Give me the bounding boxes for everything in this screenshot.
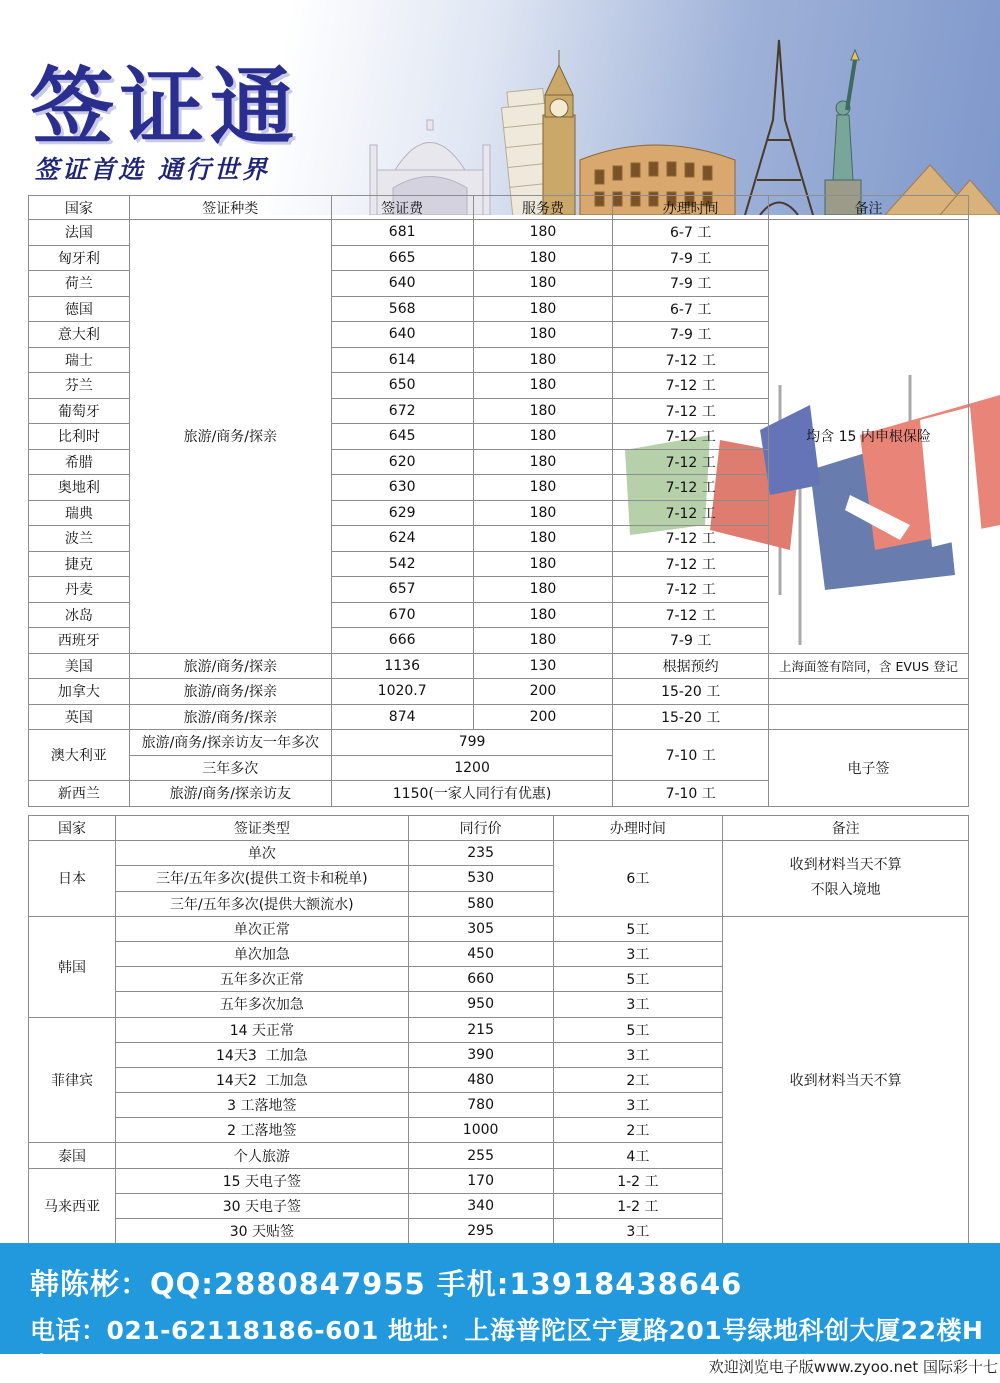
processing-time-cell: 7-12 工 [613,347,769,373]
visa-type-cell: 旅游/商务/探亲 [129,653,331,679]
processing-time-cell: 5工 [553,967,723,992]
brand-slogan: 签证首选 通行世界 [34,155,270,184]
schengen-note: 均含 15 内申根保险 [769,220,969,654]
country-cell: 韩国 [29,916,116,1017]
schengen-visa-type: 旅游/商务/探亲 [129,220,331,654]
country-cell: 瑞士 [29,347,130,373]
visa-type-cell: 2 工落地签 [115,1118,408,1143]
processing-time-cell: 7-9 工 [613,271,769,297]
table-row-japan [29,841,969,866]
evisa-note: 电子签 [769,730,969,807]
visa-fee-cell: 630 [331,475,473,501]
service-fee-cell: 180 [473,398,613,424]
visa-fee-cell: 874 [331,704,473,730]
service-fee-cell: 180 [473,271,613,297]
visa-type-cell: 14 天正常 [115,1017,408,1042]
header-cell: 备注 [723,816,969,841]
table-row-uk [29,704,969,730]
visa-type-cell: 旅游/商务/探亲 [129,704,331,730]
empty-note-cell [769,679,969,705]
visa-fee-cell: 542 [331,551,473,577]
price-cell: 340 [408,1193,553,1218]
brand-logo: 签证通 [30,57,301,156]
country-cell: 泰国 [29,1143,116,1168]
processing-time-cell: 7-9 工 [613,322,769,348]
service-fee-cell: 180 [473,551,613,577]
visa-type-cell: 单次加急 [115,941,408,966]
service-fee-cell: 180 [473,449,613,475]
country-cell: 捷克 [29,551,130,577]
country-cell: 马来西亚 [29,1168,116,1244]
country-cell: 美国 [29,653,130,679]
country-cell: 法国 [29,220,130,246]
processing-time-cell: 6-7 工 [613,220,769,246]
empty-note-cell [769,704,969,730]
price-cell: 950 [408,992,553,1017]
processing-time-cell: 7-12 工 [613,475,769,501]
visa-type-cell: 14天3 工加急 [115,1042,408,1067]
processing-time-cell: 7-9 工 [613,245,769,271]
visa-type-cell: 旅游/商务/探亲 [129,679,331,705]
visa-fee-cell: 645 [331,424,473,450]
country-cell: 芬兰 [29,373,130,399]
japan-note-line1: 收到材料当天不算 [789,857,902,874]
country-cell: 比利时 [29,424,130,450]
header-cell: 签证类型 [115,816,408,841]
price-cell: 305 [408,916,553,941]
service-fee-cell: 200 [473,679,613,705]
visa-type-cell: 30 天贴签 [115,1219,408,1244]
header-cell: 备注 [769,196,969,220]
visa-fee-cell: 666 [331,628,473,654]
price-cell: 170 [408,1168,553,1193]
table-row-korea [29,916,969,941]
service-fee-cell: 180 [473,500,613,526]
service-fee-cell: 180 [473,577,613,603]
website-credit: 欢迎浏览电子版www.zyoo.net 国际彩十七 [708,1358,998,1376]
price-cell: 295 [408,1219,553,1244]
processing-time-cell: 5工 [553,1017,723,1042]
processing-time-cell: 7-10 工 [613,781,769,807]
table-row-canada [29,679,969,705]
price-cell: 235 [408,841,553,866]
price-cell: 1150(一家人同行有优惠) [331,781,613,807]
processing-time-cell: 7-12 工 [613,551,769,577]
price-cell: 450 [408,941,553,966]
price-cell: 530 [408,866,553,891]
contact-line-phone-address: 电话：021-62118186-601 地址：上海普陀区宁夏路201号绿地科创大厦22楼H座 [30,1316,984,1381]
asia-note: 收到材料当天不算 [723,916,969,1243]
price-cell: 480 [408,1067,553,1092]
country-cell: 西班牙 [29,628,130,654]
service-fee-cell: 180 [473,526,613,552]
country-cell: 荷兰 [29,271,130,297]
service-fee-cell: 180 [473,322,613,348]
visa-type-cell: 三年多次 [129,755,331,781]
header-banner [0,0,1000,215]
visa-fee-cell: 672 [331,398,473,424]
contact-line-qq-mobile: 韩陈彬：QQ:2880847955 手机:13918438646 [30,1267,743,1301]
table-header-row [29,816,969,841]
processing-time-cell: 2工 [553,1067,723,1092]
visa-fee-cell: 1136 [331,653,473,679]
country-cell: 澳大利亚 [29,730,130,781]
country-cell: 波兰 [29,526,130,552]
visa-table-long-haul [28,195,969,807]
processing-time-cell: 6工 [553,841,723,917]
price-cell: 660 [408,967,553,992]
visa-fee-cell: 568 [331,296,473,322]
processing-time-cell: 2工 [553,1118,723,1143]
price-cell: 390 [408,1042,553,1067]
country-cell: 菲律宾 [29,1017,116,1143]
processing-time-cell: 5工 [553,916,723,941]
service-fee-cell: 180 [473,220,613,246]
country-cell: 希腊 [29,449,130,475]
processing-time-cell: 1-2 工 [553,1168,723,1193]
table-header-row [29,196,969,220]
processing-time-cell: 15-20 工 [613,679,769,705]
processing-time-cell: 3工 [553,1093,723,1118]
header-cell: 服务费 [473,196,613,220]
service-fee-cell: 180 [473,424,613,450]
country-cell: 奥地利 [29,475,130,501]
country-cell: 冰岛 [29,602,130,628]
landmarks-illustration [355,20,1000,215]
header-cell: 签证种类 [129,196,331,220]
processing-time-cell: 7-12 工 [613,398,769,424]
processing-time-cell: 7-12 工 [613,602,769,628]
visa-fee-cell: 620 [331,449,473,475]
service-fee-cell: 180 [473,475,613,501]
country-cell: 加拿大 [29,679,130,705]
processing-time-cell: 7-12 工 [613,373,769,399]
service-fee-cell: 180 [473,296,613,322]
visa-fee-cell: 629 [331,500,473,526]
visa-fee-cell: 640 [331,271,473,297]
service-fee-cell: 130 [473,653,613,679]
visa-type-cell: 三年/五年多次(提供大额流水) [115,891,408,916]
price-cell: 255 [408,1143,553,1168]
visa-type-cell: 三年/五年多次(提供工资卡和税单) [115,866,408,891]
japan-note [723,841,969,917]
visa-type-cell: 14天2 工加急 [115,1067,408,1092]
visa-type-cell: 单次 [115,841,408,866]
visa-fee-cell: 650 [331,373,473,399]
visa-type-cell: 五年多次加急 [115,992,408,1017]
processing-time-cell: 7-12 工 [613,449,769,475]
price-cell: 1000 [408,1118,553,1143]
processing-time-cell: 7-10 工 [613,730,769,781]
visa-type-cell: 旅游/商务/探亲访友 [129,781,331,807]
visa-type-cell: 五年多次正常 [115,967,408,992]
visa-type-cell: 15 天电子签 [115,1168,408,1193]
country-cell: 匈牙利 [29,245,130,271]
processing-time-cell: 3工 [553,941,723,966]
service-fee-cell: 180 [473,245,613,271]
japan-note-line2: 不限入境地 [810,882,881,899]
visa-fee-cell: 681 [331,220,473,246]
country-cell: 日本 [29,841,116,917]
table-row-usa [29,653,969,679]
processing-time-cell: 7-12 工 [613,424,769,450]
processing-time-cell: 15-20 工 [613,704,769,730]
header-cell: 签证费 [331,196,473,220]
country-cell: 新西兰 [29,781,130,807]
price-cell: 215 [408,1017,553,1042]
usa-note: 上海面签有陪同，含 EVUS 登记 [769,653,969,679]
visa-fee-cell: 614 [331,347,473,373]
header-cell: 办理时间 [613,196,769,220]
country-cell: 葡萄牙 [29,398,130,424]
country-cell: 德国 [29,296,130,322]
service-fee-cell: 180 [473,628,613,654]
processing-time-cell: 7-12 工 [613,526,769,552]
visa-fee-cell: 1020.7 [331,679,473,705]
processing-time-cell: 7-12 工 [613,500,769,526]
visa-type-cell: 3 工落地签 [115,1093,408,1118]
visa-fee-cell: 665 [331,245,473,271]
visa-fee-cell: 670 [331,602,473,628]
visa-type-cell: 单次正常 [115,916,408,941]
table-row [29,220,969,246]
service-fee-cell: 180 [473,602,613,628]
header-cell: 国家 [29,196,130,220]
header-cell: 办理时间 [553,816,723,841]
processing-time-cell: 6-7 工 [613,296,769,322]
country-cell: 意大利 [29,322,130,348]
visa-fee-cell: 657 [331,577,473,603]
visa-fee-cell: 624 [331,526,473,552]
visa-type-cell: 旅游/商务/探亲访友一年多次 [129,730,331,756]
header-cell: 国家 [29,816,116,841]
country-cell: 丹麦 [29,577,130,603]
service-fee-cell: 180 [473,347,613,373]
service-fee-cell: 180 [473,373,613,399]
visa-type-cell: 30 天电子签 [115,1193,408,1218]
processing-time-cell: 7-9 工 [613,628,769,654]
processing-time-cell: 7-12 工 [613,577,769,603]
price-cell: 1200 [331,755,613,781]
country-cell: 英国 [29,704,130,730]
visa-table-asia [28,815,969,1244]
processing-time-cell: 1-2 工 [553,1193,723,1218]
visa-fee-cell: 640 [331,322,473,348]
processing-time-cell: 3工 [553,1219,723,1244]
visa-type-cell: 个人旅游 [115,1143,408,1168]
processing-time-cell: 根据预约 [613,653,769,679]
processing-time-cell: 3工 [553,1042,723,1067]
processing-time-cell: 3工 [553,992,723,1017]
price-cell: 799 [331,730,613,756]
header-cell: 同行价 [408,816,553,841]
processing-time-cell: 4工 [553,1143,723,1168]
price-cell: 780 [408,1093,553,1118]
country-cell: 瑞典 [29,500,130,526]
table-row-australia [29,730,969,756]
price-cell: 580 [408,891,553,916]
service-fee-cell: 200 [473,704,613,730]
